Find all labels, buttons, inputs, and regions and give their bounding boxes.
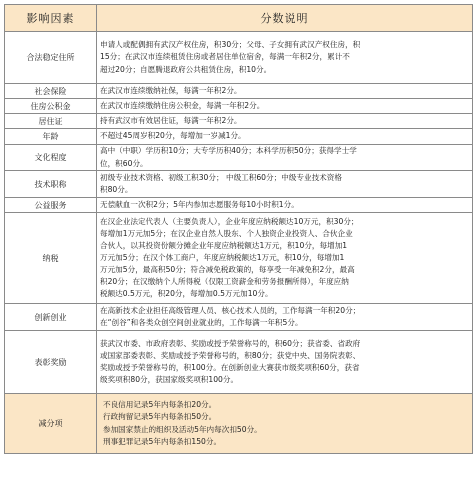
- score-description-cell: [97, 114, 473, 129]
- description-line: 或国家部委表彰、奖励或授予荣誉称号的，积80分；获党中央、国务院表彰、: [100, 350, 361, 360]
- description-line: 在汉企业法定代表人（主要负责人），企业年度应纳税额达10万元，积30分；: [100, 216, 359, 226]
- description-line: 刑事犯罪记录5年内每条扣150分。: [103, 436, 222, 446]
- score-description-cell: [97, 84, 473, 99]
- scoring-table-wrap: [4, 4, 472, 454]
- description-line: 高中（中职）学历积10分；大专学历积40分；本科学历积50分；获得学士学: [100, 146, 357, 156]
- score-description-cell: [97, 99, 473, 114]
- factor-cell: 年龄: [5, 129, 97, 145]
- table-row: [5, 198, 473, 213]
- description-line: 积80分。: [100, 185, 133, 194]
- description-line: 15分；在武汉市连续租赁住房或者居住单位宿舍，每满一年积2分，累计不: [100, 52, 350, 62]
- description-line: 行政拘留记录5年内每条扣50分。: [103, 412, 217, 422]
- factor-cell: 居住证: [5, 114, 97, 129]
- factor-cell: 表彰奖励: [5, 331, 97, 394]
- description-line: 万元加5分，最高积50分；符合减免税政策的，每享受一年减免积2分，最高: [100, 265, 355, 275]
- description-line: 初级专业技术资格、初级工积30分； 中级工积60分；中级专业技术资格: [100, 172, 342, 182]
- description-line: 级奖项积80分，获国家级奖项积100分。: [100, 375, 239, 385]
- description-line: 位，积60分。: [100, 158, 148, 168]
- score-description-cell: [97, 213, 473, 304]
- score-description-cell: [97, 32, 473, 84]
- factor-cell: 住房公积金: [5, 99, 97, 114]
- factor-cell: 社会保险: [5, 84, 97, 99]
- description-line: 万元加5分；在汉个体工商户，年度应纳税额达1万元，积10分，每增加1: [100, 252, 345, 262]
- table-row: [5, 114, 473, 129]
- score-description-cell: [97, 331, 473, 394]
- factor-cell: 公益服务: [5, 198, 97, 213]
- score-description-cell: [97, 129, 473, 145]
- factor-cell: 文化程度: [5, 145, 97, 171]
- factor-cell: 减分项: [5, 394, 97, 454]
- description-line: 获武汉市委、市政府表彰、奖励或授予荣誉称号的，积60分；获省委、省政府: [100, 338, 361, 348]
- table-row: [5, 84, 473, 99]
- description-line: 在武汉市连续缴纳社保，每满一年积2分。: [100, 85, 242, 95]
- table-row: [5, 145, 473, 171]
- score-description-cell: [97, 145, 473, 171]
- factor-cell: 合法稳定住所: [5, 32, 97, 84]
- table-row: [5, 331, 473, 394]
- table-body: [5, 32, 473, 454]
- description-line: 申请人或配偶拥有武汉产权住房，积30分；父母、子女拥有武汉产权住房，积: [100, 40, 361, 50]
- description-line: 每增加1万元加5分；在汉企业自然人股东、个人独资企业投资人、合伙企业: [100, 228, 353, 238]
- description-line: 税额达0.5万元，积20分，每增加0.5万元加10分。: [100, 289, 273, 299]
- table-row: [5, 171, 473, 198]
- table-row: [5, 213, 473, 304]
- description-line: 在“创谷”和各类众创空间创业就业的，工作每满一年积5分。: [100, 318, 303, 327]
- description-line: 无偿献血一次积2分；5年内参加志愿服务每10小时积1分。: [100, 199, 299, 209]
- table-row: [5, 394, 473, 454]
- score-description-cell: [97, 304, 473, 331]
- table-row: [5, 99, 473, 114]
- factor-cell: 创新创业: [5, 304, 97, 331]
- table-row: [5, 32, 473, 84]
- description-line: 持有武汉市有效居住证，每满一年积2分。: [100, 115, 242, 125]
- factor-cell: 纳税: [5, 213, 97, 304]
- description-line: 积20分；在汉缴纳个人所得税（仅限工资薪金和劳务报酬所得），年度应纳: [100, 277, 349, 287]
- header-factor: 影响因素: [5, 5, 97, 32]
- description-line: 奖励或授予荣誉称号的，积100分。在创新创业大赛获市级奖项积60分，获省: [100, 363, 360, 372]
- table-row: [5, 129, 473, 145]
- description-line: 在高新技术企业担任高级管理人员、核心技术人员的，工作每满一年积20分；: [100, 305, 361, 315]
- score-description-cell: [97, 198, 473, 213]
- points-scoring-table: [4, 4, 473, 454]
- table-header-row: [5, 5, 473, 32]
- description-line: 在武汉市连续缴纳住房公积金，每满一年积2分。: [100, 100, 265, 110]
- description-line: 不超过45周岁积20分，每增加一岁减1分。: [100, 131, 246, 141]
- description-line: 合伙人，以其投资份额分摊企业年度应纳税额达1万元，积10分，每增加1: [100, 240, 348, 250]
- description-line: 不良信用记录5年内每条扣20分。: [103, 400, 217, 410]
- factor-cell: 技术职称: [5, 171, 97, 198]
- score-description-cell: [97, 171, 473, 198]
- description-line: 参加国家禁止的组织及活动5年内每次扣50分。: [103, 424, 262, 434]
- description-line: 超过20分；自愿腾退政府公共租赁住房，积10分。: [100, 64, 272, 74]
- score-description-cell: [97, 394, 473, 454]
- header-score-description: 分数说明: [97, 5, 473, 32]
- table-row: [5, 304, 473, 331]
